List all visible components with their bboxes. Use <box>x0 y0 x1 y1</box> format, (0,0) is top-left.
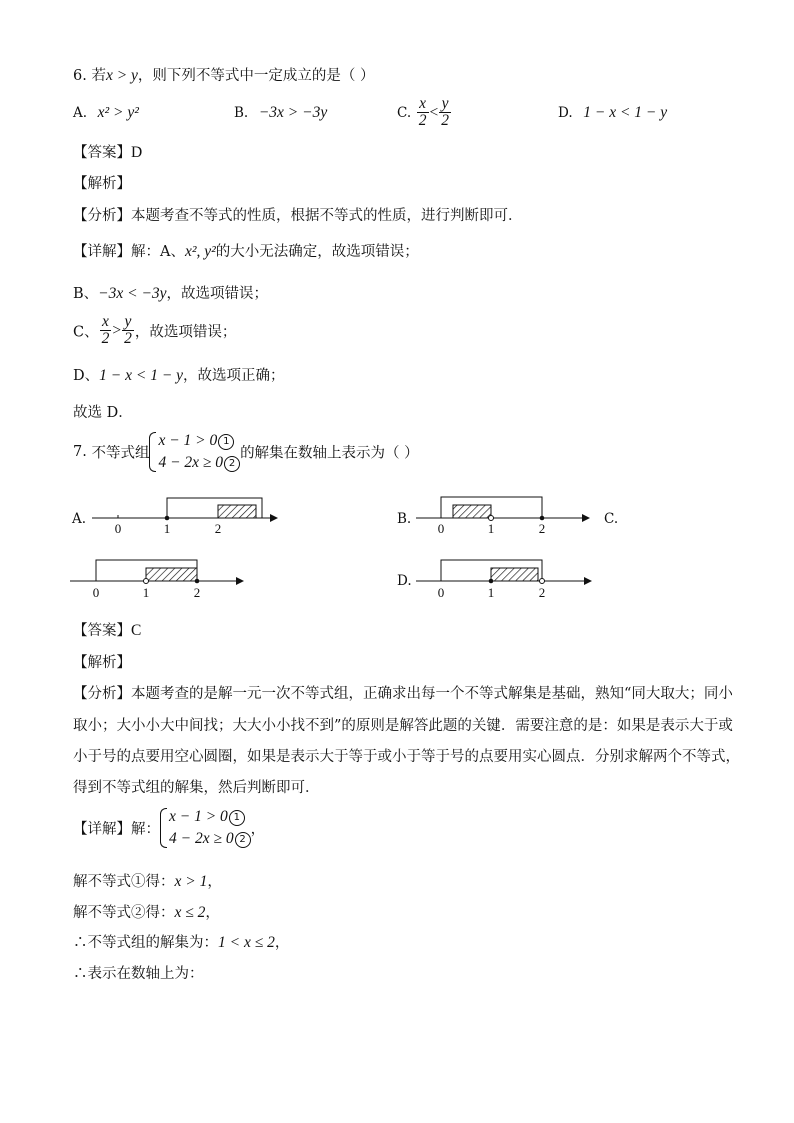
number-line-d <box>416 560 592 600</box>
range-hatch <box>453 505 491 518</box>
q7-option-d-label: D. <box>397 573 412 589</box>
q6-option-d: D. 1 − x < 1 − y <box>558 104 668 121</box>
q7-final-line: ∴表示在数轴上为： <box>73 966 204 982</box>
number-line-c <box>70 560 244 600</box>
tick-label: 2 <box>193 585 201 600</box>
range-hatch <box>218 505 256 518</box>
q7-fenxi-line: 取小；大小小大中间找；大大小小找不到”的原则是解答此题的关键．需要注意的是：如果是表示大于或 <box>73 718 733 734</box>
q7-option-b-label: B. <box>397 511 412 527</box>
q7-system-brace: x − 1 > 0 1 4 − 2x ≥ 0 2 <box>149 430 240 474</box>
q6-fenxi: 【分析】本题考查不等式的性质，根据不等式的性质，进行判断即可． <box>73 208 523 224</box>
hollow-dot <box>489 516 494 521</box>
q7-analysis-tag: 【解析】 <box>73 655 131 671</box>
q6-stem: 6. 若x > y，则下列不等式中一定成立的是（ ） <box>73 67 375 84</box>
axis-arrow-icon <box>582 514 590 522</box>
q7-stem: 7. 不等式组 x − 1 > 0 1 4 − 2x ≥ 0 2 的解集在数轴上表示为（ ） <box>73 430 419 474</box>
range-hatch <box>146 568 197 581</box>
axis-arrow-icon <box>236 577 244 585</box>
circled-number-icon: 2 <box>235 832 251 848</box>
hollow-dot <box>540 579 545 584</box>
tick-label: 2 <box>214 521 222 536</box>
tick-label: 0 <box>437 585 445 600</box>
q6-answer: 【答案】D <box>73 144 143 161</box>
tick-label: 1 <box>163 521 171 536</box>
q6-conclusion: 故选 D． <box>73 405 133 421</box>
tick-label: 1 <box>487 585 495 600</box>
tick-label: 0 <box>114 521 122 536</box>
q6-detail-b: B、−3x < −3y，故选项错误； <box>73 285 269 302</box>
q7-answer: 【答案】C <box>73 622 142 639</box>
tick-label: 0 <box>92 585 100 600</box>
hollow-dot <box>144 579 149 584</box>
q6-detail-c: C、 $\frac{x}{2}$ > $\frac{y}{2}$ ，故选项错误； <box>73 313 237 348</box>
q6-option-b: B. −3x > −3y <box>234 104 328 121</box>
circled-number-icon: 1 <box>229 810 245 826</box>
q7-fenxi-line: 【分析】本题考查的是解一元一次不等式组，正确求出每一个不等式解集是基础，熟知“同大取大；同小 <box>73 686 733 702</box>
tick-label: 2 <box>538 585 546 600</box>
q6-detail-d: D、1 − x < 1 − y，故选项正确； <box>73 367 285 384</box>
q7-solution-set: ∴不等式组的解集为：1 < x ≤ 2， <box>73 934 290 951</box>
q7-detail: 【详解】解： x − 1 > 0 1 4 − 2x ≥ 0 2 ， <box>73 806 265 850</box>
q7-solve-2: 解不等式②得：x ≤ 2， <box>73 904 220 921</box>
q7-solve-1: 解不等式①得：x > 1， <box>73 873 222 890</box>
q6-analysis-tag: 【解析】 <box>73 176 131 192</box>
tick-label: 1 <box>142 585 150 600</box>
circled-number-icon: 2 <box>224 456 240 472</box>
q7-fenxi-line: 得到不等式组的解集，然后判断即可． <box>73 780 320 796</box>
solid-dot <box>195 579 200 584</box>
q6-option-c: C. $\frac{x}{2}$ < $\frac{y}{2}$ <box>397 95 449 130</box>
q7-fenxi-line: 小于号的点要用空心圆圈，如果是表示大于等于或小于等于号的点要用实心圆点．分别求解两个不等式， <box>73 749 740 765</box>
solid-dot <box>540 516 545 521</box>
q7-option-c-label: C. <box>604 511 619 527</box>
circled-number-icon: 1 <box>218 434 234 450</box>
number-line-a <box>92 498 278 536</box>
axis-arrow-icon <box>270 514 278 522</box>
q7-detail-brace: x − 1 > 0 1 4 − 2x ≥ 0 2 <box>160 806 251 850</box>
axis-arrow-icon <box>584 577 592 585</box>
tick-label: 0 <box>437 521 445 536</box>
solid-dot <box>489 579 494 584</box>
tick-label: 1 <box>487 521 495 536</box>
range-hatch <box>491 568 538 581</box>
q7-option-a-label: A. <box>72 511 87 527</box>
q6-option-a: A. x² > y² <box>73 104 139 121</box>
solid-dot <box>165 516 170 521</box>
tick-label: 2 <box>538 521 546 536</box>
q6-condition: x > y <box>105 67 138 84</box>
q6-detail-a: 【详解】解：A、x², y²的大小无法确定，故选项错误； <box>73 243 419 260</box>
number-line-b <box>416 497 590 536</box>
